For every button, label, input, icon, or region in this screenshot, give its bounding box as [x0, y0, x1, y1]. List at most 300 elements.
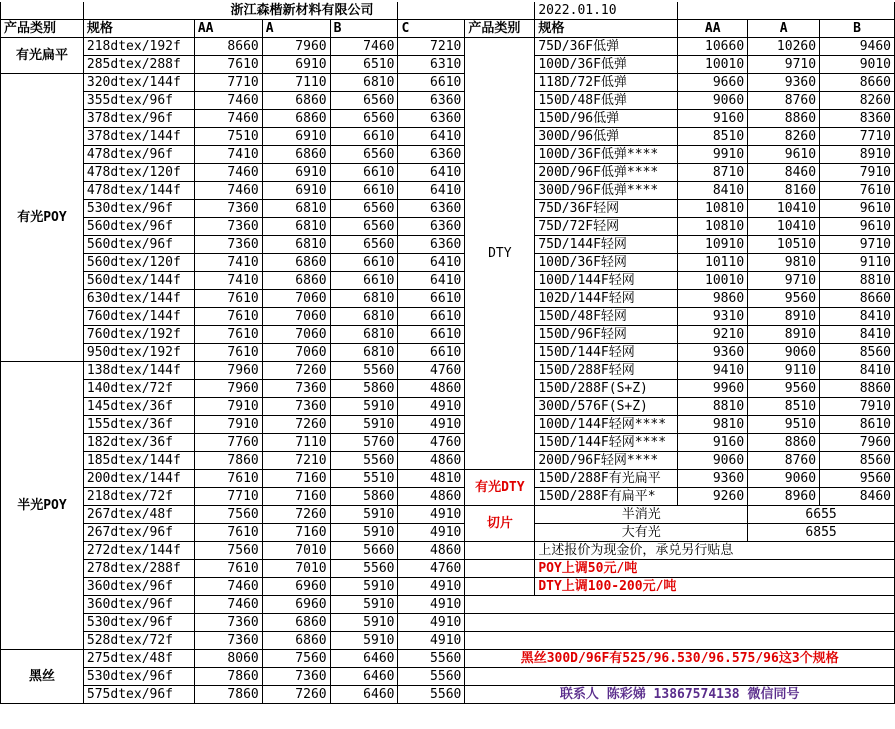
report-date[interactable]: 2022.01.10 [535, 2, 678, 20]
company-title[interactable]: 浙江森楷新材料有限公司 [83, 2, 398, 20]
dty-price-a-cell[interactable]: 9810 [748, 254, 820, 272]
price-b-cell[interactable]: 5910 [330, 506, 398, 524]
price-a-cell[interactable]: 7160 [262, 524, 330, 542]
price-aa-cell[interactable]: 7410 [194, 254, 262, 272]
dty-price-aa-cell[interactable]: 9810 [678, 416, 748, 434]
spec-cell[interactable]: 378dtex/96f [83, 110, 194, 128]
price-c-cell[interactable]: 6610 [398, 326, 465, 344]
dty-price-aa-cell[interactable]: 9060 [678, 92, 748, 110]
dty-price-b-cell[interactable]: 8410 [820, 326, 895, 344]
price-a-cell[interactable]: 6910 [262, 182, 330, 200]
price-c-cell[interactable]: 4910 [398, 596, 465, 614]
dty-price-aa-cell[interactable]: 9060 [678, 452, 748, 470]
shiny-dty-price-aa-cell[interactable]: 9360 [678, 470, 748, 488]
price-a-cell[interactable]: 7110 [262, 434, 330, 452]
price-c-cell[interactable]: 5560 [398, 650, 465, 668]
spec-cell[interactable]: 560dtex/96f [83, 218, 194, 236]
price-b-cell[interactable]: 6810 [330, 344, 398, 362]
dty-spec-cell[interactable]: 100D/36F低弹 [535, 56, 678, 74]
dty-spec-cell[interactable]: 300D/96F低弹**** [535, 182, 678, 200]
price-aa-cell[interactable]: 7460 [194, 596, 262, 614]
chip-price-cell[interactable]: 6655 [748, 506, 895, 524]
spec-cell[interactable]: 530dtex/96f [83, 668, 194, 686]
dty-price-b-cell[interactable]: 7910 [820, 398, 895, 416]
grade-c-header[interactable]: C [398, 20, 465, 38]
spec-cell[interactable]: 530dtex/96f [83, 614, 194, 632]
grade-aa-header-2[interactable]: AA [678, 20, 748, 38]
chip-grade-cell[interactable]: 半消光 [535, 506, 748, 524]
price-b-cell[interactable]: 6610 [330, 164, 398, 182]
price-a-cell[interactable]: 7260 [262, 506, 330, 524]
price-aa-cell[interactable]: 7710 [194, 488, 262, 506]
dty-spec-cell[interactable]: 100D/36F低弹**** [535, 146, 678, 164]
price-a-cell[interactable]: 7060 [262, 290, 330, 308]
dty-price-b-cell[interactable]: 8810 [820, 272, 895, 290]
dty-price-a-cell[interactable]: 9510 [748, 416, 820, 434]
spec-cell[interactable]: 530dtex/96f [83, 200, 194, 218]
shiny-dty-price-a-cell[interactable]: 8960 [748, 488, 820, 506]
spec-cell[interactable]: 560dtex/120f [83, 254, 194, 272]
dty-price-aa-cell[interactable]: 9410 [678, 362, 748, 380]
price-a-cell[interactable]: 6860 [262, 632, 330, 650]
spec-cell[interactable]: 528dtex/72f [83, 632, 194, 650]
price-c-cell[interactable]: 4910 [398, 398, 465, 416]
price-aa-cell[interactable]: 7460 [194, 92, 262, 110]
spec-cell[interactable]: 218dtex/192f [83, 38, 194, 56]
dty-price-b-cell[interactable]: 8860 [820, 380, 895, 398]
spec-cell[interactable]: 950dtex/192f [83, 344, 194, 362]
price-a-cell[interactable]: 6860 [262, 110, 330, 128]
price-b-cell[interactable]: 6560 [330, 218, 398, 236]
dty-price-a-cell[interactable]: 9360 [748, 74, 820, 92]
dty-price-a-cell[interactable]: 8460 [748, 164, 820, 182]
grade-b-header[interactable]: B [330, 20, 398, 38]
price-a-cell[interactable]: 7210 [262, 452, 330, 470]
dty-price-a-cell[interactable]: 8860 [748, 110, 820, 128]
price-aa-cell[interactable]: 7610 [194, 308, 262, 326]
price-c-cell[interactable]: 4860 [398, 488, 465, 506]
dty-spec-cell[interactable]: 150D/144F轻网**** [535, 434, 678, 452]
price-c-cell[interactable]: 6410 [398, 254, 465, 272]
price-a-cell[interactable]: 7960 [262, 38, 330, 56]
price-aa-cell[interactable]: 7910 [194, 398, 262, 416]
price-b-cell[interactable]: 6610 [330, 254, 398, 272]
price-c-cell[interactable]: 6360 [398, 110, 465, 128]
spec-cell[interactable]: 200dtex/144f [83, 470, 194, 488]
blank-cell[interactable] [465, 596, 895, 614]
spec-cell[interactable]: 360dtex/96f [83, 596, 194, 614]
price-b-cell[interactable]: 6560 [330, 236, 398, 254]
price-a-cell[interactable]: 6860 [262, 254, 330, 272]
spec-header-2[interactable]: 规格 [535, 20, 678, 38]
price-c-cell[interactable]: 4910 [398, 578, 465, 596]
dty-spec-cell[interactable]: 75D/36F低弹 [535, 38, 678, 56]
dty-price-a-cell[interactable]: 10510 [748, 236, 820, 254]
shiny-dty-price-a-cell[interactable]: 9060 [748, 470, 820, 488]
dty-spec-cell[interactable]: 200D/96F轻网**** [535, 452, 678, 470]
dty-price-b-cell[interactable]: 8260 [820, 92, 895, 110]
dty-price-aa-cell[interactable]: 10110 [678, 254, 748, 272]
price-aa-cell[interactable]: 7610 [194, 524, 262, 542]
dty-price-b-cell[interactable]: 8560 [820, 344, 895, 362]
spec-cell[interactable]: 267dtex/48f [83, 506, 194, 524]
price-aa-cell[interactable]: 7360 [194, 632, 262, 650]
spec-cell[interactable]: 145dtex/36f [83, 398, 194, 416]
price-c-cell[interactable]: 4910 [398, 614, 465, 632]
price-b-cell[interactable]: 5910 [330, 416, 398, 434]
spec-cell[interactable]: 272dtex/144f [83, 542, 194, 560]
price-aa-cell[interactable]: 7960 [194, 362, 262, 380]
dty-price-a-cell[interactable]: 8860 [748, 434, 820, 452]
price-aa-cell[interactable]: 7960 [194, 380, 262, 398]
price-a-cell[interactable]: 6810 [262, 218, 330, 236]
price-b-cell[interactable]: 6460 [330, 686, 398, 704]
dty-price-a-cell[interactable]: 9110 [748, 362, 820, 380]
note-dty_up[interactable]: DTY上调100-200元/吨 [535, 578, 895, 596]
price-c-cell[interactable]: 6610 [398, 290, 465, 308]
category-cell[interactable]: 有光扁平 [1, 38, 84, 74]
price-c-cell[interactable]: 6610 [398, 308, 465, 326]
dty-price-aa-cell[interactable]: 9860 [678, 290, 748, 308]
dty-price-b-cell[interactable]: 8410 [820, 362, 895, 380]
price-c-cell[interactable]: 6410 [398, 272, 465, 290]
spec-cell[interactable]: 320dtex/144f [83, 74, 194, 92]
price-b-cell[interactable]: 5910 [330, 398, 398, 416]
price-c-cell[interactable]: 4760 [398, 362, 465, 380]
price-c-cell[interactable]: 4860 [398, 452, 465, 470]
dty-price-b-cell[interactable]: 9610 [820, 200, 895, 218]
dty-price-a-cell[interactable]: 8260 [748, 128, 820, 146]
shiny-dty-spec-cell[interactable]: 150D/288F有光扁平 [535, 470, 678, 488]
price-c-cell[interactable]: 4860 [398, 380, 465, 398]
dty-spec-cell[interactable]: 102D/144F轻网 [535, 290, 678, 308]
price-c-cell[interactable]: 6360 [398, 146, 465, 164]
price-c-cell[interactable]: 6610 [398, 74, 465, 92]
blank-cell[interactable] [398, 2, 535, 20]
spec-cell[interactable]: 760dtex/144f [83, 308, 194, 326]
price-aa-cell[interactable]: 7610 [194, 470, 262, 488]
price-a-cell[interactable]: 6960 [262, 578, 330, 596]
price-c-cell[interactable]: 6360 [398, 218, 465, 236]
dty-price-a-cell[interactable]: 9560 [748, 380, 820, 398]
spec-cell[interactable]: 575dtex/96f [83, 686, 194, 704]
dty-price-aa-cell[interactable]: 9360 [678, 344, 748, 362]
price-c-cell[interactable]: 4810 [398, 470, 465, 488]
dty-price-aa-cell[interactable]: 8710 [678, 164, 748, 182]
price-b-cell[interactable]: 5860 [330, 380, 398, 398]
price-aa-cell[interactable]: 7460 [194, 578, 262, 596]
dty-price-b-cell[interactable]: 8410 [820, 308, 895, 326]
dty-spec-cell[interactable]: 150D/48F低弹 [535, 92, 678, 110]
spec-cell[interactable]: 285dtex/288f [83, 56, 194, 74]
price-b-cell[interactable]: 5660 [330, 542, 398, 560]
shiny-dty-price-b-cell[interactable]: 9560 [820, 470, 895, 488]
price-a-cell[interactable]: 7260 [262, 362, 330, 380]
price-c-cell[interactable]: 6410 [398, 128, 465, 146]
dty-price-a-cell[interactable]: 8760 [748, 452, 820, 470]
chip-price-cell[interactable]: 6855 [748, 524, 895, 542]
spec-cell[interactable]: 478dtex/96f [83, 146, 194, 164]
dty-price-aa-cell[interactable]: 8810 [678, 398, 748, 416]
dty-price-b-cell[interactable]: 8610 [820, 416, 895, 434]
price-a-cell[interactable]: 7260 [262, 686, 330, 704]
dty-price-aa-cell[interactable]: 9960 [678, 380, 748, 398]
shiny-dty-category-cell[interactable]: 有光DTY [465, 470, 535, 506]
spec-cell[interactable]: 267dtex/96f [83, 524, 194, 542]
dty-price-b-cell[interactable]: 8560 [820, 452, 895, 470]
dty-price-a-cell[interactable]: 9060 [748, 344, 820, 362]
dty-spec-cell[interactable]: 300D/576F(S+Z) [535, 398, 678, 416]
spec-cell[interactable]: 155dtex/36f [83, 416, 194, 434]
dty-price-b-cell[interactable]: 7960 [820, 434, 895, 452]
dty-price-a-cell[interactable]: 9710 [748, 56, 820, 74]
price-c-cell[interactable]: 6610 [398, 344, 465, 362]
price-a-cell[interactable]: 7060 [262, 308, 330, 326]
price-c-cell[interactable]: 4910 [398, 506, 465, 524]
price-aa-cell[interactable]: 7610 [194, 344, 262, 362]
dty-price-aa-cell[interactable]: 10010 [678, 56, 748, 74]
price-a-cell[interactable]: 6860 [262, 614, 330, 632]
price-aa-cell[interactable]: 7610 [194, 290, 262, 308]
dty-price-aa-cell[interactable]: 8410 [678, 182, 748, 200]
price-a-cell[interactable]: 7260 [262, 416, 330, 434]
price-b-cell[interactable]: 5760 [330, 434, 398, 452]
price-a-cell[interactable]: 6910 [262, 56, 330, 74]
price-aa-cell[interactable]: 7460 [194, 164, 262, 182]
price-c-cell[interactable]: 6360 [398, 92, 465, 110]
price-b-cell[interactable]: 5910 [330, 596, 398, 614]
dty-spec-cell[interactable]: 150D/48F轻网 [535, 308, 678, 326]
category-cell[interactable]: 黑丝 [1, 650, 84, 704]
price-a-cell[interactable]: 6810 [262, 200, 330, 218]
dty-price-b-cell[interactable]: 7910 [820, 164, 895, 182]
dty-spec-cell[interactable]: 75D/72F轻网 [535, 218, 678, 236]
dty-price-a-cell[interactable]: 9610 [748, 146, 820, 164]
price-b-cell[interactable]: 5910 [330, 524, 398, 542]
price-aa-cell[interactable]: 7860 [194, 452, 262, 470]
price-b-cell[interactable]: 6510 [330, 56, 398, 74]
dty-price-b-cell[interactable]: 9110 [820, 254, 895, 272]
dty-spec-cell[interactable]: 200D/96F低弹**** [535, 164, 678, 182]
price-c-cell[interactable]: 5560 [398, 686, 465, 704]
dty-price-a-cell[interactable]: 8760 [748, 92, 820, 110]
price-a-cell[interactable]: 7060 [262, 344, 330, 362]
price-aa-cell[interactable]: 7460 [194, 110, 262, 128]
blank-cell[interactable] [465, 632, 895, 650]
dty-price-a-cell[interactable]: 10260 [748, 38, 820, 56]
dty-price-aa-cell[interactable]: 10810 [678, 200, 748, 218]
dty-price-b-cell[interactable]: 8910 [820, 146, 895, 164]
price-aa-cell[interactable]: 7610 [194, 560, 262, 578]
price-c-cell[interactable]: 6410 [398, 164, 465, 182]
price-b-cell[interactable]: 5560 [330, 560, 398, 578]
price-b-cell[interactable]: 5560 [330, 452, 398, 470]
contact-info[interactable]: 联系人 陈彩娣 13867574138 微信同号 [465, 686, 895, 704]
price-aa-cell[interactable]: 7360 [194, 200, 262, 218]
dty-spec-cell[interactable]: 150D/96F轻网 [535, 326, 678, 344]
price-b-cell[interactable]: 6610 [330, 128, 398, 146]
grade-aa-header[interactable]: AA [194, 20, 262, 38]
blank-cell[interactable] [465, 668, 895, 686]
dty-price-aa-cell[interactable]: 8510 [678, 128, 748, 146]
price-b-cell[interactable]: 5860 [330, 488, 398, 506]
price-aa-cell[interactable]: 7360 [194, 614, 262, 632]
price-a-cell[interactable]: 6860 [262, 146, 330, 164]
price-a-cell[interactable]: 7110 [262, 74, 330, 92]
price-aa-cell[interactable]: 7510 [194, 128, 262, 146]
price-aa-cell[interactable]: 7860 [194, 686, 262, 704]
dty-price-aa-cell[interactable]: 9910 [678, 146, 748, 164]
price-b-cell[interactable]: 6560 [330, 110, 398, 128]
dty-spec-cell[interactable]: 300D/96低弹 [535, 128, 678, 146]
spec-cell[interactable]: 630dtex/144f [83, 290, 194, 308]
dty-price-b-cell[interactable]: 8660 [820, 290, 895, 308]
price-aa-cell[interactable]: 7410 [194, 272, 262, 290]
blank-cell[interactable] [678, 2, 895, 20]
dty-price-a-cell[interactable]: 8910 [748, 326, 820, 344]
price-b-cell[interactable]: 5910 [330, 578, 398, 596]
dty-spec-cell[interactable]: 118D/72F低弹 [535, 74, 678, 92]
price-c-cell[interactable]: 4760 [398, 434, 465, 452]
price-c-cell[interactable]: 5560 [398, 668, 465, 686]
price-a-cell[interactable]: 7060 [262, 326, 330, 344]
price-c-cell[interactable]: 6360 [398, 200, 465, 218]
price-a-cell[interactable]: 7360 [262, 380, 330, 398]
dty-price-b-cell[interactable]: 9010 [820, 56, 895, 74]
price-b-cell[interactable]: 5510 [330, 470, 398, 488]
price-b-cell[interactable]: 6810 [330, 74, 398, 92]
spec-cell[interactable]: 560dtex/96f [83, 236, 194, 254]
price-b-cell[interactable]: 6560 [330, 92, 398, 110]
dty-price-aa-cell[interactable]: 9160 [678, 110, 748, 128]
price-b-cell[interactable]: 6560 [330, 146, 398, 164]
price-c-cell[interactable]: 4910 [398, 416, 465, 434]
shiny-dty-price-b-cell[interactable]: 8460 [820, 488, 895, 506]
dty-price-aa-cell[interactable]: 9210 [678, 326, 748, 344]
price-aa-cell[interactable]: 7360 [194, 218, 262, 236]
price-a-cell[interactable]: 6910 [262, 128, 330, 146]
spec-cell[interactable]: 760dtex/192f [83, 326, 194, 344]
price-aa-cell[interactable]: 8060 [194, 650, 262, 668]
dty-spec-cell[interactable]: 150D/96低弹 [535, 110, 678, 128]
dty-price-b-cell[interactable]: 9610 [820, 218, 895, 236]
dty-spec-cell[interactable]: 100D/144F轻网 [535, 272, 678, 290]
blank-cell[interactable] [465, 542, 535, 560]
spec-cell[interactable]: 182dtex/36f [83, 434, 194, 452]
price-b-cell[interactable]: 6560 [330, 200, 398, 218]
price-b-cell[interactable]: 6810 [330, 308, 398, 326]
grade-a-header[interactable]: A [262, 20, 330, 38]
note-cash[interactable]: 上述报价为现金价，承兑另行贴息 [535, 542, 895, 560]
dty-price-b-cell[interactable]: 7610 [820, 182, 895, 200]
price-a-cell[interactable]: 6960 [262, 596, 330, 614]
price-aa-cell[interactable]: 7610 [194, 56, 262, 74]
dty-spec-cell[interactable]: 100D/36F轻网 [535, 254, 678, 272]
dty-spec-cell[interactable]: 150D/288F(S+Z) [535, 380, 678, 398]
blank-cell[interactable] [1, 2, 84, 20]
shiny-dty-price-aa-cell[interactable]: 9260 [678, 488, 748, 506]
price-a-cell[interactable]: 7010 [262, 560, 330, 578]
price-a-cell[interactable]: 7010 [262, 542, 330, 560]
price-b-cell[interactable]: 6810 [330, 290, 398, 308]
dty-spec-cell[interactable]: 150D/288F轻网 [535, 362, 678, 380]
dty-price-aa-cell[interactable]: 9660 [678, 74, 748, 92]
price-c-cell[interactable]: 6360 [398, 236, 465, 254]
spec-cell[interactable]: 360dtex/96f [83, 578, 194, 596]
price-a-cell[interactable]: 6860 [262, 92, 330, 110]
dty-price-aa-cell[interactable]: 10010 [678, 272, 748, 290]
price-a-cell[interactable]: 7360 [262, 398, 330, 416]
blank-cell[interactable] [465, 614, 895, 632]
dty-price-a-cell[interactable]: 10410 [748, 218, 820, 236]
price-a-cell[interactable]: 6910 [262, 164, 330, 182]
dty-price-aa-cell[interactable]: 9160 [678, 434, 748, 452]
dty-spec-cell[interactable]: 100D/144F轻网**** [535, 416, 678, 434]
price-aa-cell[interactable]: 7410 [194, 146, 262, 164]
spec-cell[interactable]: 378dtex/144f [83, 128, 194, 146]
category-cell[interactable]: 半光POY [1, 362, 84, 650]
price-c-cell[interactable]: 4860 [398, 542, 465, 560]
grade-a-header-2[interactable]: A [748, 20, 820, 38]
dty-price-aa-cell[interactable]: 10810 [678, 218, 748, 236]
price-aa-cell[interactable]: 7910 [194, 416, 262, 434]
category-cell[interactable]: 有光POY [1, 74, 84, 362]
price-c-cell[interactable]: 6310 [398, 56, 465, 74]
spec-cell[interactable]: 138dtex/144f [83, 362, 194, 380]
price-aa-cell[interactable]: 7560 [194, 542, 262, 560]
price-aa-cell[interactable]: 7860 [194, 668, 262, 686]
dty-price-b-cell[interactable]: 8360 [820, 110, 895, 128]
dty-price-b-cell[interactable]: 8660 [820, 74, 895, 92]
price-b-cell[interactable]: 6610 [330, 272, 398, 290]
price-a-cell[interactable]: 7160 [262, 488, 330, 506]
price-b-cell[interactable]: 5910 [330, 614, 398, 632]
spec-cell[interactable]: 478dtex/120f [83, 164, 194, 182]
price-b-cell[interactable]: 6810 [330, 326, 398, 344]
spec-cell[interactable]: 185dtex/144f [83, 452, 194, 470]
spec-cell[interactable]: 478dtex/144f [83, 182, 194, 200]
note-black[interactable]: 黑丝300D/96F有525/96.530/96.575/96这3个规格 [465, 650, 895, 668]
spec-cell[interactable]: 218dtex/72f [83, 488, 194, 506]
dty-price-a-cell[interactable]: 9710 [748, 272, 820, 290]
dty-price-a-cell[interactable]: 8160 [748, 182, 820, 200]
blank-cell[interactable] [465, 578, 535, 596]
category-header[interactable]: 产品类别 [1, 20, 84, 38]
dty-price-b-cell[interactable]: 9460 [820, 38, 895, 56]
note-poy_up[interactable]: POY上调50元/吨 [535, 560, 895, 578]
price-b-cell[interactable]: 6460 [330, 650, 398, 668]
price-aa-cell[interactable]: 7360 [194, 236, 262, 254]
chips-category-cell[interactable]: 切片 [465, 506, 535, 542]
blank-cell[interactable] [465, 560, 535, 578]
spec-cell[interactable]: 560dtex/144f [83, 272, 194, 290]
price-c-cell[interactable]: 4910 [398, 632, 465, 650]
price-a-cell[interactable]: 7160 [262, 470, 330, 488]
price-a-cell[interactable]: 6810 [262, 236, 330, 254]
price-a-cell[interactable]: 7360 [262, 668, 330, 686]
grade-b-header-2[interactable]: B [820, 20, 895, 38]
price-b-cell[interactable]: 6610 [330, 182, 398, 200]
price-aa-cell[interactable]: 7560 [194, 506, 262, 524]
price-b-cell[interactable]: 6460 [330, 668, 398, 686]
price-a-cell[interactable]: 7560 [262, 650, 330, 668]
price-aa-cell[interactable]: 7760 [194, 434, 262, 452]
dty-spec-cell[interactable]: 75D/36F轻网 [535, 200, 678, 218]
dty-price-aa-cell[interactable]: 10910 [678, 236, 748, 254]
spec-cell[interactable]: 278dtex/288f [83, 560, 194, 578]
shiny-dty-spec-cell[interactable]: 150D/288F有扁平* [535, 488, 678, 506]
dty-price-b-cell[interactable]: 7710 [820, 128, 895, 146]
